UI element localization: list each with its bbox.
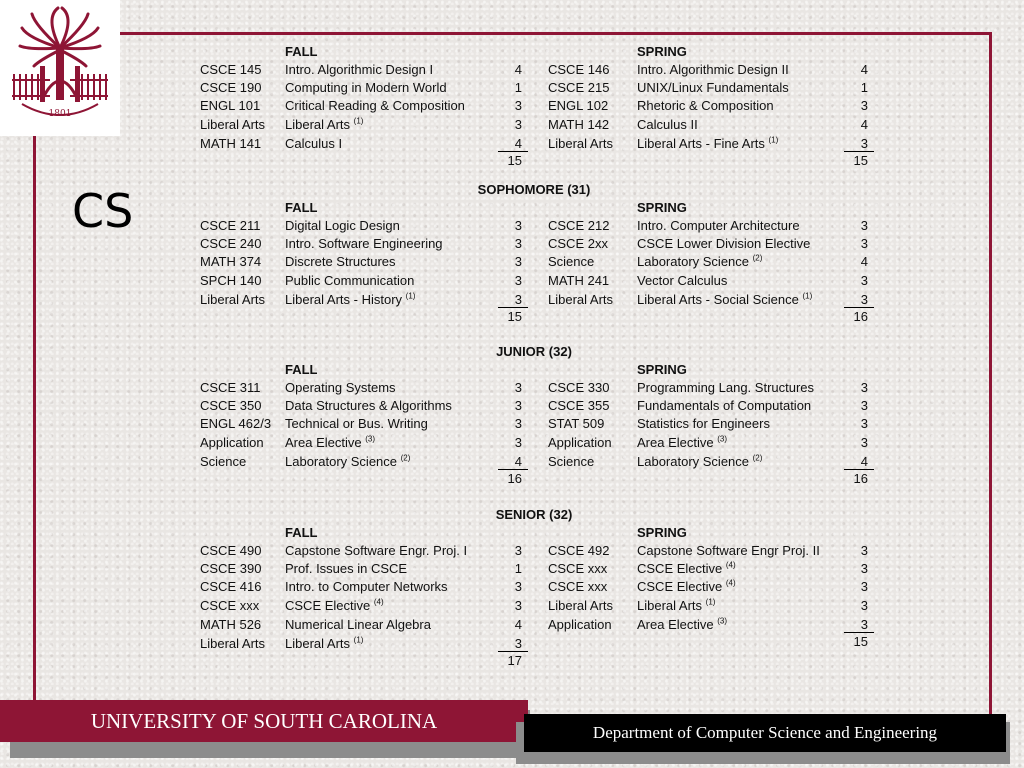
course-code: Science <box>548 454 595 469</box>
footnote-marker: (1) <box>405 291 416 301</box>
semester-heading-spring: SPRING <box>637 362 687 377</box>
course-title: Capstone Software Engr. Proj. I <box>285 543 468 558</box>
course-credits: 3 <box>860 380 868 395</box>
course-code: Application <box>200 435 264 450</box>
footnote-marker: (4) <box>373 597 384 607</box>
course-credits: 3 <box>514 236 522 251</box>
course-name <box>637 561 736 576</box>
university-banner <box>0 700 528 742</box>
course-credits: 3 <box>860 561 868 576</box>
course-credits: 3 <box>860 136 868 151</box>
course-title: Capstone Software Engr Proj. II <box>637 543 820 558</box>
course-code: CSCE 492 <box>548 543 610 558</box>
course-credits: 3 <box>514 292 522 307</box>
course-credits: 3 <box>860 236 868 251</box>
course-code: CSCE 211 <box>200 218 261 233</box>
course-credits: 3 <box>860 435 868 450</box>
footnote-marker: (1) <box>768 135 779 145</box>
course-title: Intro. Algorithmic Design I <box>285 62 434 77</box>
course-name <box>637 117 698 132</box>
course-code: Liberal Arts <box>548 598 614 613</box>
course-title: Laboratory Science <box>285 454 398 469</box>
course-code: Liberal Arts <box>548 136 614 151</box>
course-name <box>637 398 811 413</box>
semester-total: 16 <box>853 309 868 324</box>
subtotal-rule <box>498 307 528 308</box>
course-credits: 4 <box>860 454 868 469</box>
course-title: Area Elective <box>637 617 714 632</box>
course-name <box>285 636 363 651</box>
course-title: Programming Lang. Structures <box>637 380 815 395</box>
subtotal-rule <box>844 632 874 633</box>
course-title: Statistics for Engineers <box>637 416 770 431</box>
course-title: UNIX/Linux Fundamentals <box>637 80 789 95</box>
course-code: CSCE 330 <box>548 380 610 395</box>
year-title: SENIOR (32) <box>495 507 573 522</box>
course-title: Intro. Algorithmic Design II <box>637 62 789 77</box>
course-credits: 3 <box>514 543 522 558</box>
course-title: Technical or Bus. Writing <box>285 416 428 431</box>
course-credits: 4 <box>514 136 522 151</box>
course-code: CSCE 355 <box>548 398 610 413</box>
course-name <box>285 561 407 576</box>
course-code: MATH 374 <box>200 254 262 269</box>
course-name <box>285 617 431 632</box>
course-code: ENGL 102 <box>548 98 609 113</box>
course-title: Data Structures & Algorithms <box>285 398 452 413</box>
course-credits: 3 <box>860 273 868 288</box>
semester-total: 16 <box>507 471 522 486</box>
course-credits: 3 <box>514 435 522 450</box>
year-title: JUNIOR (32) <box>496 344 572 359</box>
course-title: Fundamentals of Computation <box>637 398 812 413</box>
course-credits: 4 <box>514 454 522 469</box>
course-title: Liberal Arts <box>637 598 703 613</box>
course-name <box>637 416 770 431</box>
course-name <box>285 62 433 77</box>
course-title: Intro. to Computer Networks <box>285 579 448 594</box>
course-code: MATH 141 <box>200 136 262 151</box>
semester-heading-fall: FALL <box>285 44 318 59</box>
course-name <box>637 543 820 558</box>
course-credits: 3 <box>514 598 522 613</box>
course-title: Liberal Arts - Social Science <box>637 292 799 307</box>
course-title: Critical Reading & Composition <box>285 98 465 113</box>
subtotal-rule <box>844 151 874 152</box>
course-credits: 3 <box>514 254 522 269</box>
footnote-marker: (3) <box>717 434 727 444</box>
course-code: CSCE 145 <box>200 62 262 77</box>
course-code: CSCE 146 <box>548 62 610 77</box>
course-credits: 4 <box>860 254 868 269</box>
semester-heading-fall: FALL <box>285 200 318 215</box>
course-name <box>637 292 812 307</box>
footnote-marker: (1) <box>705 597 716 607</box>
footnote-marker: (4) <box>725 578 736 588</box>
course-code: CSCE 215 <box>548 80 610 95</box>
course-code: CSCE 416 <box>200 579 262 594</box>
course-name <box>637 617 727 632</box>
course-name <box>637 454 762 469</box>
university-name: UNIVERSITY OF SOUTH CAROLINA <box>90 708 438 733</box>
course-name <box>285 80 447 95</box>
subtotal-rule <box>844 469 874 470</box>
course-credits: 3 <box>860 398 868 413</box>
subtotal-rule <box>498 651 528 652</box>
course-name <box>637 62 789 77</box>
subtotal-rule <box>844 307 874 308</box>
semester-heading-spring: SPRING <box>637 200 687 215</box>
footnote-marker: (1) <box>353 635 364 645</box>
footnote-marker: (3) <box>365 434 375 444</box>
course-code: CSCE xxx <box>548 579 608 594</box>
footnote-marker: (2) <box>400 453 411 463</box>
course-name <box>285 254 396 269</box>
course-code: STAT 509 <box>548 416 605 431</box>
course-credits: 4 <box>514 617 522 632</box>
course-code: CSCE 240 <box>200 236 262 251</box>
course-name <box>285 236 443 251</box>
course-credits: 3 <box>514 416 522 431</box>
course-name <box>285 416 428 431</box>
course-credits: 3 <box>860 292 868 307</box>
course-title: Calculus II <box>637 117 698 132</box>
course-credits: 1 <box>860 80 868 95</box>
course-name <box>285 435 375 450</box>
course-title: Liberal Arts <box>285 636 351 651</box>
course-code: ENGL 462/3 <box>200 416 272 431</box>
year-title: SOPHOMORE (31) <box>477 182 591 197</box>
footnote-marker: (2) <box>752 253 763 263</box>
course-title: Vector Calculus <box>637 273 728 288</box>
course-code: Liberal Arts <box>548 292 614 307</box>
course-name <box>285 218 400 233</box>
course-title: Laboratory Science <box>637 254 750 269</box>
course-name <box>637 579 736 594</box>
footnote-marker: (4) <box>725 560 736 570</box>
course-name <box>637 80 789 95</box>
footnote-marker: (3) <box>717 616 727 626</box>
course-name <box>285 598 384 613</box>
semester-total: 15 <box>507 153 522 168</box>
course-code: Science <box>548 254 595 269</box>
course-name <box>285 117 363 132</box>
course-name <box>285 292 415 307</box>
course-name <box>285 380 396 395</box>
course-credits: 3 <box>860 617 868 632</box>
course-title: Liberal Arts - History <box>285 292 403 307</box>
course-name <box>285 579 448 594</box>
course-title: CSCE Elective <box>637 561 723 576</box>
footnote-marker: (2) <box>752 453 763 463</box>
course-credits: 1 <box>514 80 522 95</box>
semester-heading-fall: FALL <box>285 362 318 377</box>
course-title: Laboratory Science <box>637 454 750 469</box>
semester-heading-spring: SPRING <box>637 44 687 59</box>
department-name: Department of Computer Science and Engineering <box>592 723 938 742</box>
semester-total: 15 <box>853 634 868 649</box>
course-credits: 3 <box>514 636 522 651</box>
course-name <box>285 273 414 288</box>
course-name <box>285 98 465 113</box>
course-name <box>637 380 814 395</box>
subtotal-rule <box>498 469 528 470</box>
course-code: Liberal Arts <box>200 292 266 307</box>
course-name <box>285 398 452 413</box>
semester-total: 16 <box>853 471 868 486</box>
course-name <box>637 273 727 288</box>
course-credits: 3 <box>514 380 522 395</box>
course-title: Numerical Linear Algebra <box>285 617 431 632</box>
semester-total: 15 <box>507 309 522 324</box>
course-title: Computing in Modern World <box>285 80 447 95</box>
course-name <box>285 543 467 558</box>
course-code: MATH 142 <box>548 117 610 132</box>
course-name <box>637 136 778 151</box>
course-credits: 3 <box>860 579 868 594</box>
course-credits: 1 <box>514 561 522 576</box>
course-code: CSCE 390 <box>200 561 262 576</box>
course-name <box>285 136 342 151</box>
course-credits: 3 <box>514 398 522 413</box>
course-code: Application <box>548 617 612 632</box>
semester-total: 17 <box>507 653 522 668</box>
course-code: SPCH 140 <box>200 273 262 288</box>
course-name <box>637 236 810 251</box>
course-name <box>637 598 715 613</box>
footnote-marker: (1) <box>353 116 364 126</box>
course-code: MATH 241 <box>548 273 610 288</box>
course-title: Discrete Structures <box>285 254 396 269</box>
course-credits: 3 <box>514 218 522 233</box>
course-code: ENGL 101 <box>200 98 261 113</box>
course-credits: 3 <box>860 98 868 113</box>
course-credits: 4 <box>514 62 522 77</box>
course-name <box>637 435 727 450</box>
course-code: Liberal Arts <box>200 636 266 651</box>
course-title: CSCE Elective <box>285 598 371 613</box>
course-credits: 3 <box>860 416 868 431</box>
course-credits: 3 <box>514 273 522 288</box>
course-title: Area Elective <box>637 435 714 450</box>
course-code: MATH 526 <box>200 617 262 632</box>
course-name <box>285 454 410 469</box>
course-code: CSCE 311 <box>200 380 261 395</box>
course-credits: 3 <box>860 543 868 558</box>
course-title: Digital Logic Design <box>285 218 400 233</box>
department-banner <box>524 714 1006 752</box>
course-name <box>637 218 800 233</box>
course-code: CSCE 350 <box>200 398 262 413</box>
course-title: CSCE Elective <box>637 579 723 594</box>
footnote-marker: (1) <box>802 291 813 301</box>
course-title: Area Elective <box>285 435 362 450</box>
course-title: CSCE Lower Division Elective <box>637 236 811 251</box>
course-credits: 4 <box>860 62 868 77</box>
course-title: Liberal Arts <box>285 117 351 132</box>
course-code: CSCE 190 <box>200 80 262 95</box>
course-name <box>637 98 774 113</box>
program-label: CS <box>72 184 134 238</box>
course-title: Public Communication <box>285 273 415 288</box>
course-title: Liberal Arts - Fine Arts <box>637 136 765 151</box>
course-credits: 3 <box>860 598 868 613</box>
course-title: Intro. Computer Architecture <box>637 218 800 233</box>
course-code: Application <box>548 435 612 450</box>
course-credits: 3 <box>514 98 522 113</box>
course-credits: 4 <box>860 117 868 132</box>
course-title: Prof. Issues in CSCE <box>285 561 408 576</box>
course-name <box>637 254 762 269</box>
course-credits: 3 <box>514 117 522 132</box>
semester-heading-fall: FALL <box>285 525 318 540</box>
course-code: CSCE xxx <box>200 598 260 613</box>
semester-heading-spring: SPRING <box>637 525 687 540</box>
course-credits: 3 <box>860 218 868 233</box>
course-code: CSCE 2xx <box>548 236 608 251</box>
logo-year: 1801 <box>48 109 72 119</box>
course-title: Calculus I <box>285 136 343 151</box>
course-title: Operating Systems <box>285 380 396 395</box>
course-code: CSCE xxx <box>548 561 608 576</box>
course-credits: 3 <box>514 579 522 594</box>
subtotal-rule <box>498 151 528 152</box>
semester-total: 15 <box>853 153 868 168</box>
course-title: Rhetoric & Composition <box>637 98 774 113</box>
course-code: Liberal Arts <box>200 117 266 132</box>
course-title: Intro. Software Engineering <box>285 236 443 251</box>
course-code: CSCE 490 <box>200 543 262 558</box>
course-code: CSCE 212 <box>548 218 610 233</box>
course-code: Science <box>200 454 247 469</box>
